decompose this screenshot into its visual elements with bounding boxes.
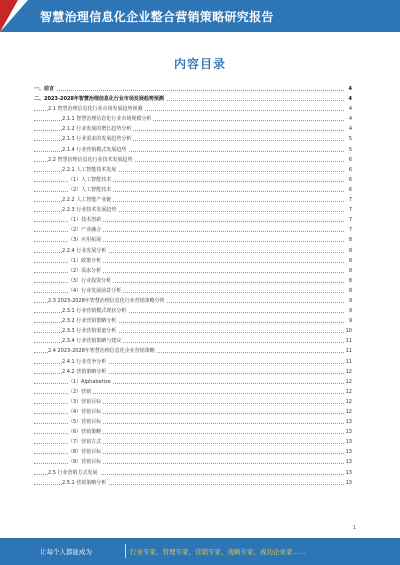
toc-entry-label: 2.5.1 营销策略分析 [62, 478, 108, 488]
toc-entry-label: （3）营销目标 [68, 397, 103, 407]
toc-entry-page: 13 [344, 427, 352, 437]
toc-entry-page: 12 [344, 397, 352, 407]
toc-entry-label: （5）营销目标 [68, 417, 103, 427]
toc-entry[interactable] [34, 306, 352, 316]
toc-entry[interactable] [34, 256, 352, 266]
toc-entry[interactable] [34, 468, 352, 478]
toc-entry-page: 13 [344, 468, 352, 478]
toc-entry[interactable] [34, 357, 352, 367]
toc-entry[interactable] [34, 407, 352, 417]
toc-entry-label: （4）营销目标 [68, 407, 103, 417]
toc-entry[interactable] [34, 417, 352, 427]
toc-entry[interactable] [34, 447, 352, 457]
toc-entry-label: 2.2.4 行业发展分析 [62, 246, 108, 256]
toc-entry-page: 5 [347, 134, 352, 144]
toc-entry-label: （2）产业融合 [68, 225, 103, 235]
toc-entry-page: 12 [344, 377, 352, 387]
toc-entry-label: （2）营销 [68, 387, 93, 397]
toc-entry-page: 4 [347, 84, 352, 94]
toc-entry-page: 13 [344, 437, 352, 447]
toc-entry-label: （2）人工智能技术 [68, 185, 113, 195]
toc-entry[interactable] [34, 114, 352, 124]
toc-entry[interactable] [34, 478, 352, 488]
toc-entry-page: 9 [347, 296, 352, 306]
toc-entry-page: 11 [344, 346, 352, 356]
toc-entry[interactable] [34, 346, 352, 356]
toc-entry-label: （7）营销方式 [68, 437, 103, 447]
toc-entry-label: （2）需求分析 [68, 266, 103, 276]
toc-entry-label: （8）营销目标 [68, 447, 103, 457]
toc-entry-label: 2.4.1 行业竞争分析 [62, 357, 108, 367]
toc-entry[interactable] [34, 185, 352, 195]
toc-entry-label: 2.1.3 行业需求的发展趋势分析 [62, 134, 133, 144]
toc-entry-label: 2.3.1 行业营销模式现状分析 [62, 306, 128, 316]
toc-entry[interactable] [34, 326, 352, 336]
toc-entry-page: 7 [347, 205, 352, 215]
toc-entry-page: 8 [347, 286, 352, 296]
toc-entry-label: 2.1.4 行业营销模式发展趋势 [62, 145, 128, 155]
toc-entry[interactable] [34, 134, 352, 144]
toc-entry-page: 4 [347, 94, 352, 104]
toc-entry-label: （1）Alphabetize [68, 377, 113, 387]
table-of-contents [34, 84, 352, 488]
toc-entry[interactable] [34, 286, 352, 296]
toc-entry-label: 2.2.3 行业技术发展趋势 [62, 205, 118, 215]
toc-entry[interactable] [34, 104, 352, 114]
toc-entry-label: （4）行业发展前景分析 [68, 286, 123, 296]
toc-entry[interactable] [34, 316, 352, 326]
toc-entry-page: 10 [344, 326, 352, 336]
toc-entry[interactable] [34, 155, 352, 165]
toc-entry-label: （1）政策分析 [68, 256, 103, 266]
toc-entry-label: 2.1.2 行业发展的增长趋势分析 [62, 124, 133, 134]
toc-entry-page: 7 [347, 215, 352, 225]
toc-entry-label: 2.5 行业营销方式发展 [48, 468, 100, 478]
header-corner-red-decoration [0, 0, 18, 32]
toc-entry-page: 13 [344, 417, 352, 427]
report-title: 智慧治理信息化企业整合营销策略研究报告 [40, 10, 274, 24]
toc-entry[interactable] [34, 165, 352, 175]
toc-entry[interactable] [34, 367, 352, 377]
toc-entry-label: 2.2.1 人工智能技术发展 [62, 165, 118, 175]
toc-entry-label: （3）应用拓展 [68, 235, 103, 245]
toc-entry-label: 2.4.2 营销策略分析 [62, 367, 108, 377]
toc-entry[interactable] [34, 246, 352, 256]
toc-entry-page: 12 [344, 367, 352, 377]
toc-entry-page: 13 [344, 478, 352, 488]
footer-tagline: 让每个人都能成为 [40, 548, 92, 556]
toc-entry[interactable] [34, 124, 352, 134]
toc-entry[interactable] [34, 84, 352, 94]
toc-entry-page: 9 [347, 306, 352, 316]
toc-entry-page: 7 [347, 225, 352, 235]
toc-entry-label: 2.3.4 行业营销策略与建议 [62, 336, 123, 346]
toc-entry-page: 5 [347, 145, 352, 155]
toc-entry-page: 12 [344, 387, 352, 397]
toc-entry-page: 12 [344, 407, 352, 417]
toc-entry[interactable] [34, 94, 352, 104]
toc-entry-page: 8 [347, 276, 352, 286]
toc-entry-page: 6 [347, 185, 352, 195]
toc-entry-page: 8 [347, 235, 352, 245]
footer-roles: 行业专家、管理专家、营销专家、战略专家、成功企业家…… [130, 548, 306, 556]
toc-entry-page: 6 [347, 165, 352, 175]
page-number: 1 [352, 525, 356, 531]
toc-entry-page: 6 [347, 175, 352, 185]
toc-entry[interactable] [34, 276, 352, 286]
toc-entry[interactable] [34, 336, 352, 346]
toc-entry-page: 9 [347, 316, 352, 326]
toc-entry[interactable] [34, 296, 352, 306]
header-banner [0, 0, 400, 32]
toc-entry-label: 2.3.3 行业营销渠道分析 [62, 326, 118, 336]
toc-entry-page: 7 [347, 195, 352, 205]
toc-entry-page: 4 [347, 104, 352, 114]
toc-entry-page: 6 [347, 155, 352, 165]
toc-entry-label: （3）行业投资分析 [68, 276, 113, 286]
toc-entry-page: 4 [347, 114, 352, 124]
toc-entry[interactable] [34, 377, 352, 387]
toc-entry-label: 2.2 智慧治理信息化行业技术发展趋势 [48, 155, 135, 165]
toc-entry-label: （6）营销策略 [68, 427, 103, 437]
toc-entry-page: 11 [344, 336, 352, 346]
toc-entry[interactable] [34, 457, 352, 467]
toc-entry[interactable] [34, 205, 352, 215]
toc-entry-label: 2.3 2023-2028年智慧治理信息化行业营销策略分析 [48, 296, 167, 306]
toc-entry-page: 13 [344, 457, 352, 467]
toc-entry-page: 4 [347, 124, 352, 134]
toc-entry-label: 2.1.1 智慧治理信息化行业市场规模分析 [62, 114, 153, 124]
toc-entry-page: 8 [347, 246, 352, 256]
toc-entry[interactable] [34, 235, 352, 245]
toc-entry-label: （1）人工智能技术 [68, 175, 113, 185]
toc-entry-label: 2.1 智慧治理信息化行业市场发展趋势预测 [48, 104, 145, 114]
toc-leader-dots [34, 90, 344, 91]
toc-entry[interactable] [34, 195, 352, 205]
toc-entry-label: 二、2023-2028年智慧治理信息化行业市场发展趋势预测 [34, 94, 166, 104]
toc-entry-label: （1）技术创新 [68, 215, 103, 225]
toc-entry[interactable] [34, 225, 352, 235]
toc-entry-label: 2.4 2023-2028年智慧治理信息化企业营销策略 [48, 346, 157, 356]
toc-entry[interactable] [34, 145, 352, 155]
toc-entry[interactable] [34, 397, 352, 407]
footer-divider [125, 544, 126, 558]
toc-entry[interactable] [34, 387, 352, 397]
footer-banner [0, 538, 400, 565]
toc-entry-label: 2.3.2 行业营销策略分析 [62, 316, 118, 326]
toc-entry[interactable] [34, 215, 352, 225]
toc-entry-page: 11 [344, 357, 352, 367]
toc-entry[interactable] [34, 175, 352, 185]
toc-entry-page: 13 [344, 447, 352, 457]
toc-entry[interactable] [34, 437, 352, 447]
toc-entry[interactable] [34, 427, 352, 437]
toc-entry-label: （9）营销目标 [68, 457, 103, 467]
toc-entry-page: 8 [347, 256, 352, 266]
toc-heading: 内容目录 [173, 57, 226, 71]
toc-entry-label: 一、前言 [34, 84, 56, 94]
toc-entry[interactable] [34, 266, 352, 276]
toc-entry-page: 8 [347, 266, 352, 276]
toc-entry-label: 2.2.2 人工智能产业链 [62, 195, 113, 205]
